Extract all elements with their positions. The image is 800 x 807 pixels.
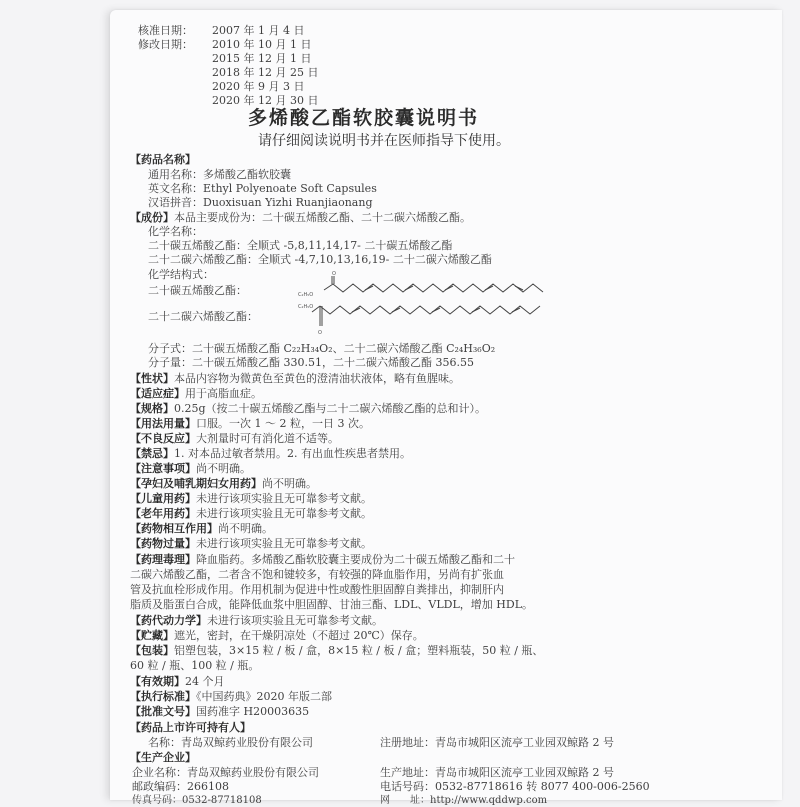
structure-label: 化学结构式： [148,268,214,281]
fax: 0532-87718108 [182,795,262,806]
generic-name: 通用名称：多烯酸乙酯软胶囊 [148,168,291,181]
section-text: 尚不明确。 [218,522,273,535]
revision-date-label: 修改日期： [138,38,193,51]
pharmacology-text: 降血脂药。多烯酸乙酯软胶囊主要成份为二十碳五烯酸乙酯和二十 [196,553,515,566]
section-line [130,462,251,475]
section-text: 大剂量时可有消化道不适等。 [196,432,339,445]
manufacturer-address-row [380,766,614,779]
pharmacology-header: 【药理毒理】 [130,553,196,566]
validity-line [130,675,225,688]
storage-line [130,629,424,642]
revision-date: 2020 年 9 月 3 日 [212,80,305,93]
section-text: 本品内容物为微黄色至黄色的澄清油状液体，略有鱼腥味。 [174,372,460,385]
section-line [130,537,372,550]
holder-address-label: 注册地址： [380,736,435,749]
manufacturer-name-label: 企业名称： [132,766,187,779]
section-header: 【老年用药】 [130,507,196,520]
section-text: 口服。一次 1 ～ 2 粒，一日 3 次。 [196,417,370,430]
phone-label: 电话号码： [380,780,435,793]
composition-header: 【成份】 [130,211,174,224]
section-line [130,372,460,385]
drug-name-header: 【药品名称】 [130,153,196,166]
holder-address-row [380,736,614,749]
fax-label: 传真号码： [132,795,182,806]
standard-line [130,690,332,703]
section-line [130,387,262,400]
section-header: 【性状】 [130,372,174,385]
document-title: 多烯酸乙酯软胶囊说明书 [248,107,480,129]
composition-line [130,211,471,224]
pharmacology-text: 二碳六烯酸乙酯，二者含不饱和键较多，有较强的降血脂作用，另尚有扩张血 [130,568,504,581]
section-header: 【儿童用药】 [130,492,196,505]
section-header: 【不良反应】 [130,432,196,445]
section-line [130,492,372,505]
website-row [380,794,547,807]
pharmacokinetics-text: 未进行该项实验且无可靠参考文献。 [207,614,383,627]
package-text: 铝塑包装，3×15 粒 / 板 / 盒，8×15 粒 / 板 / 盒；塑料瓶装，50 粒 / 瓶、 [174,644,544,657]
revision-date: 2010 年 10 月 1 日 [212,38,312,51]
revision-date: 2020 年 12 月 30 日 [212,94,319,107]
website: http://www.qddwp.com [430,795,548,806]
section-header: 【适应症】 [130,387,185,400]
approval-date-label: 核准日期： [138,24,193,37]
epa-ethoxy-label: C₂H₅O [298,292,314,298]
holder-name: 青岛双鲸药业股份有限公司 [181,736,313,749]
section-line [130,507,372,520]
molecular-formula: 分子式：二十碳五烯酸乙酯 C₂₂H₃₄O₂、二十二碳六烯酸乙酯 C₂₄H₃₆O₂ [148,342,496,355]
approval-line [130,705,309,718]
section-text: 未进行该项实验且无可靠参考文献。 [196,507,372,520]
package-text: 60 粒 / 瓶、100 粒 / 瓶。 [130,659,260,672]
section-line [130,522,273,535]
holder-header: 【药品上市许可持有人】 [130,721,251,734]
fax-row [132,794,262,807]
pharmacokinetics-line [130,614,383,627]
pharmacology-text: 管及抗血栓形成作用。作用机制为促进中性或酸性胆固醇自粪排出，抑制肝内 [130,583,504,596]
storage-header: 【贮藏】 [130,629,174,642]
dha-structure [312,306,540,326]
postcode-label: 邮政编码： [132,780,187,793]
section-header: 【注意事项】 [130,462,196,475]
epa-structure [324,276,543,292]
standard-text: 《中国药典》2020 年版二部 [196,690,332,703]
section-line [130,477,317,490]
section-line [130,447,411,460]
pharmacology-text: 脂质及脂蛋白合成，能降低血浆中胆固醇、甘油三酯、LDL、VLDL，增加 HDL。 [130,598,534,611]
phone-row [380,780,650,793]
section-text: 用于高脂血症。 [185,387,262,400]
dha-ethoxy-label: C₂H₅O [298,304,314,310]
storage-text: 遮光，密封，在干燥阴凉处（不超过 20℃）保存。 [174,629,424,642]
approval-text: 国药准字 H20003635 [196,705,310,718]
epa-oxygen-label: O [332,271,336,277]
validity-text: 24 个月 [185,675,225,688]
dha-chemical-name: 二十二碳六烯酸乙酯：全顺式 -4,7,10,13,16,19- 二十二碳六烯酸乙酯 [148,253,492,266]
postcode: 266108 [187,780,229,793]
section-text: 未进行该项实验且无可靠参考文献。 [196,537,372,550]
revision-date: 2015 年 12 月 1 日 [212,52,312,65]
package-line [130,644,543,657]
section-text: 尚不明确。 [196,462,251,475]
phone: 0532-87718616 转 8077 400-006-2560 [435,780,650,793]
manufacturer-name-row [132,766,319,779]
document-subtitle: 请仔细阅读说明书并在医师指导下使用。 [258,133,510,149]
section-header: 【药物过量】 [130,537,196,550]
dha-structure-label: 二十二碳六烯酸乙酯： [148,310,258,323]
section-line [130,417,370,430]
epa-structure-label: 二十碳五烯酸乙酯： [148,284,247,297]
section-line [130,432,339,445]
approval-header: 【批准文号】 [130,705,196,718]
section-header: 【禁忌】 [130,447,174,460]
pinyin-name: 汉语拼音：Duoxisuan Yizhi Ruanjiaonang [148,196,373,209]
instruction-leaflet [110,10,782,806]
section-header: 【孕妇及哺乳期妇女用药】 [130,477,262,490]
molecular-weight: 分子量：二十碳五烯酸乙酯 330.51，二十二碳六烯酸乙酯 356.55 [148,356,474,369]
package-header: 【包装】 [130,644,174,657]
chemical-name-label: 化学名称： [148,225,203,238]
composition-text: 本品主要成份为：二十碳五烯酸乙酯、二十二碳六烯酸乙酯。 [174,211,471,224]
epa-chemical-name: 二十碳五烯酸乙酯：全顺式 -5,8,11,14,17- 二十碳五烯酸乙酯 [148,239,453,252]
section-header: 【药物相互作用】 [130,522,218,535]
holder-address: 青岛市城阳区流亭工业园双鲸路 2 号 [435,736,614,749]
section-header: 【规格】 [130,402,174,415]
approval-date: 2007 年 1 月 4 日 [212,24,305,37]
section-text: 0.25g（按二十碳五烯酸乙酯与二十二碳六烯酸乙酯的总和计）。 [174,402,487,415]
holder-name-label: 名称： [148,736,181,749]
section-line [130,402,486,415]
manufacturer-name: 青岛双鲸药业股份有限公司 [187,766,319,779]
pharmacokinetics-header: 【药代动力学】 [130,614,207,627]
manufacturer-header: 【生产企业】 [130,751,196,764]
section-header: 【用法用量】 [130,417,196,430]
manufacturer-address-label: 生产地址： [380,766,435,779]
section-text: 未进行该项实验且无可靠参考文献。 [196,492,372,505]
english-name: 英文名称：Ethyl Polyenoate Soft Capsules [148,182,377,195]
holder-name-row [148,736,313,749]
chemical-structure-diagram [280,268,550,338]
manufacturer-address: 青岛市城阳区流亭工业园双鲸路 2 号 [435,766,614,779]
revision-date: 2018 年 12 月 25 日 [212,66,319,79]
standard-header: 【执行标准】 [130,690,196,703]
dha-oxygen-label: O [318,330,322,336]
postcode-row [132,780,229,793]
pharmacology-line [130,553,515,566]
section-text: 1. 对本品过敏者禁用。2. 有出血性疾患者禁用。 [174,447,411,460]
validity-header: 【有效期】 [130,675,185,688]
website-label: 网 址： [380,795,430,806]
section-text: 尚不明确。 [262,477,317,490]
